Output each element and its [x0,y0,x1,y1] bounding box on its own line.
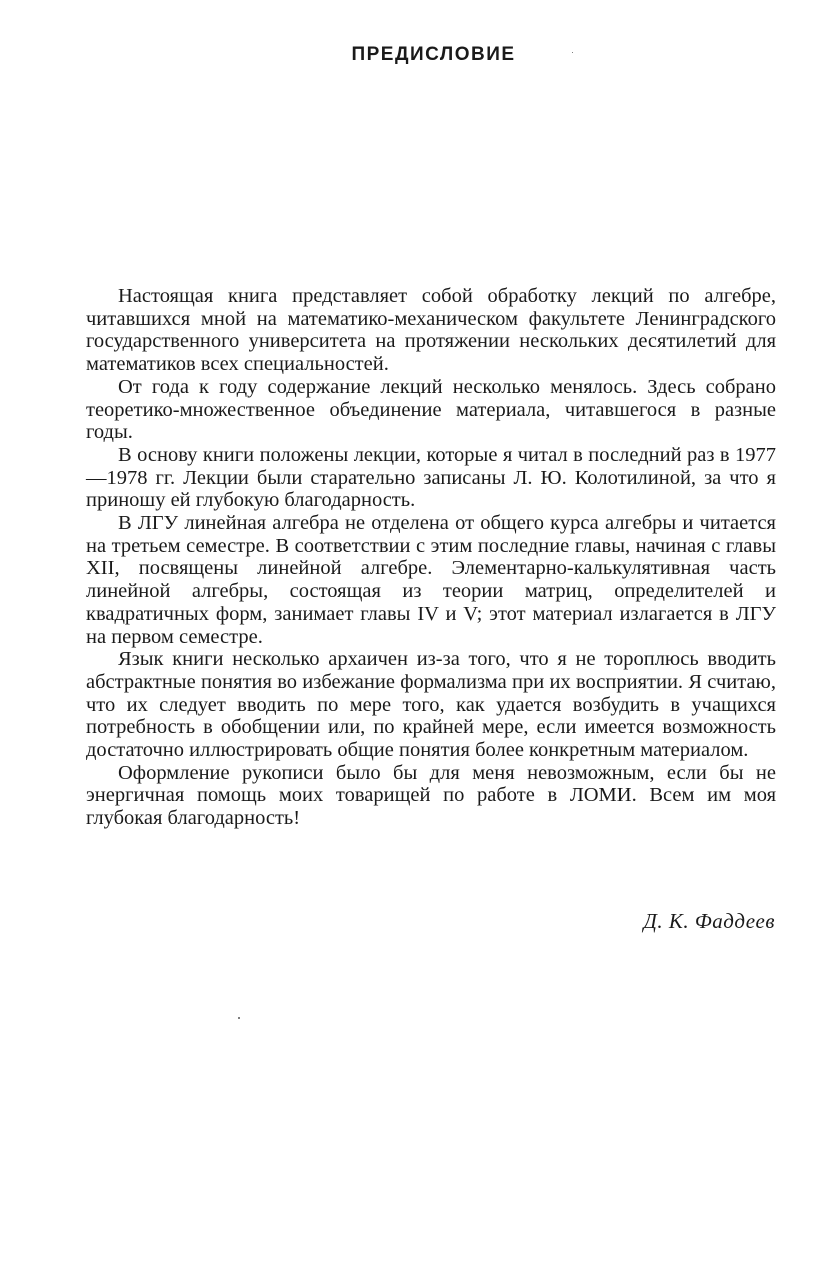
paragraph: От года к году содержание лекций несколько менялось. Здесь собрано теоретико-множественное объединение материала, читавшегося в разные годы. [86,375,776,444]
paragraph: Настоящая книга представляет собой обработку лекций по алгебре, читавшихся мной на математико-механическом факультете Ленинградского государственного университета на протяжении нескольких десятилетий для математиков всех специальностей. [86,285,776,376]
preface-body [86,285,776,830]
paragraph: Язык книги несколько архаичен из-за того, что я не тороплюсь вводить абстрактные понятия во избежание формализма при их восприятии. Я считаю, что их следует вводить по мере того, как удается возбудить в учащихся потребность в обобщении или, по крайней мере, если имеется возможность достаточно иллюстрировать общие понятия более конкретным материалом. [86,648,776,762]
paragraph: Оформление рукописи было бы для меня невозможным, если бы не энергичная помощь моих товарищей по работе в ЛОМИ. Всем им моя глубокая благодарность! [86,761,776,830]
print-speck [238,1017,240,1019]
paragraph: В ЛГУ линейная алгебра не отделена от общего курса алгебры и читается на третьем семестре. В соответствии с этим последние главы, начиная с главы XII, посвящены линейной алгебре. Элементарно-калькулятивная часть линейной алгебры, состоящая из теории матриц, определителей и квадратичных форм, занимает главы IV и V; этот материал излагается в ЛГУ на первом семестре. [86,512,776,648]
print-speck [572,52,573,53]
author-signature: Д. К. Фаддеев [643,909,775,933]
page-title: ПРЕДИСЛОВИЕ [351,44,516,65]
paragraph: В основу книги положены лекции, которые я читал в последний раз в 1977—1978 гг. Лекции были старательно записаны Л. Ю. Колотилиной, за что я приношу ей глубокую благодарность. [86,443,776,512]
